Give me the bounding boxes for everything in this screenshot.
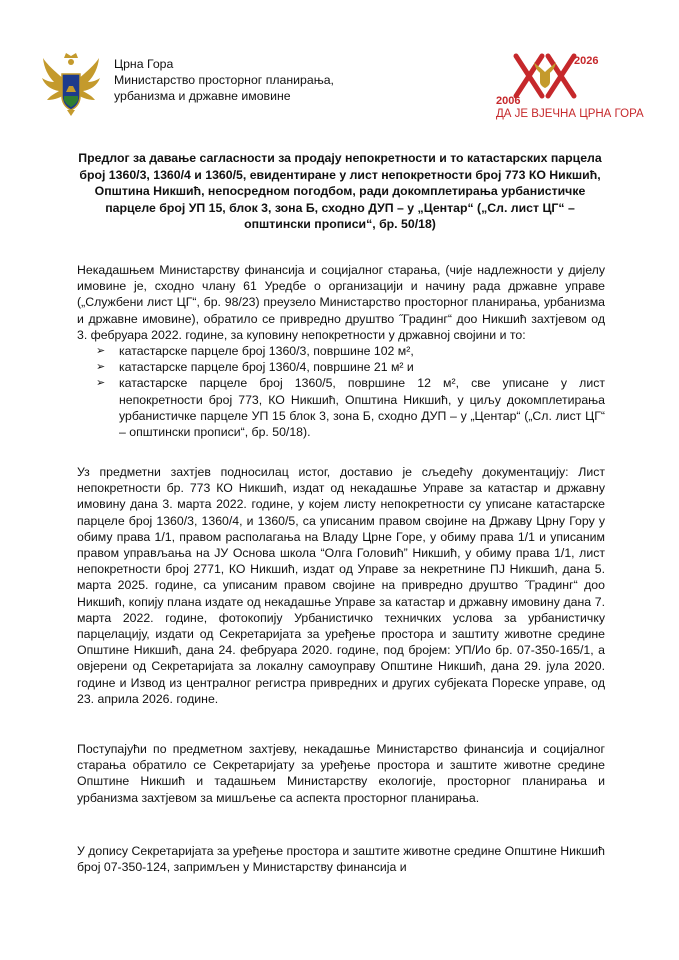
country-name: Црна Гора [114,57,174,71]
coat-of-arms-icon [40,52,102,118]
jubilee-year-end: 2026 [574,55,599,67]
ministry-line-1: Министарство просторног планирања, [114,73,334,87]
letterhead [40,50,644,120]
arrow-bullet-icon: ➢ [96,361,106,374]
jubilee-motto: ДА ЈЕ ВЈЕЧНА ЦРНА ГОРА [496,108,644,120]
jubilee-year-start: 2006 [496,95,521,107]
paragraph-letter: У допису Секретаријата за уређење простора и заштите животне средине Општине Никшић број 07-350-124, запримљен у Министарству финансија и [77,844,605,875]
list-item: ➢ катастарске парцеле број 1360/4, површине 21 м² и [96,360,414,375]
small-coat-icon [534,62,556,88]
list-item: ➢ катастарске парцеле број 1360/5, површине 12 м², све уписане у лист непокретности број 773, КО Никшић, Општина Никшић, у циљу докомплетирања урбанистичке парцеле УП 15 блок 3, зона Б, сходно ДУП – у „Центар“ („Сл. лист ЦГ“ – општински прописи“, бр. 50/18). [96,376,605,440]
paragraph-request-intro: Некадашњем Министарству финансија и социјалног старања, (чије надлежности у дијелу имовине је, сходно члану 61 Уредбе о организацији и начину рада државне управе („Службени лист ЦГ“, бр. 98/23) преузело Министарство просторног планирања, урбанизма и државне имовине), обратило се привредно друштво ˝Градинг“ доо Никшић захтјевом од 3. фебруара 2022. године, за куповину непокретности у државној својини и то: [77,263,605,342]
ministry-line-2: урбанизма и државне имовине [114,89,291,103]
ministry-name [114,56,334,104]
parcel-list [77,343,605,440]
paragraph-request [77,262,605,440]
arrow-bullet-icon: ➢ [96,345,106,358]
list-item: ➢ катастарске парцеле број 1360/3, површине 102 м², [96,344,414,359]
jubilee-logo [450,50,646,120]
paragraph-documentation: Уз предметни захтјев подносилац истог, доставио је сљедећу документацију: Лист непокретности бр. 773 КО Никшић, издат од некадашње Управе за катастар и државну имовину дана 3. марта 2022. године, у којем листу непокретности су уписане катастарске парцеле број 1360/3, 1360/4, и 1360/5, са уписаним правом својине на Државу Црну Гору у обиму права 1/1, правом располагања на Владу Црне Горе, у обиму права 1/1 и уписаним правом управљања на ЈУ Основа школа “Олга Головић” Никшић, у обиму права 1/1, лист непокретности број 2771, КО Никшић, издат од Управе за некретнине ПЈ Никшић, дана 5. марта 2025. године, са уписаним правом својине на привредно друштво ˝Градинг“ доо Никшић, копију плана издате од некадашње Управе за катастар и државну имовину дана 7. марта 2022. године, фотокопију Урбанистичко техничких услова за урбанистичку парцелацију, издати од Секретаријата за уређење простора и заштиту животне средине Општине Никшић, дана 24. фебруара 2020. године, под бројем: УП/Ио бр. 07-350-165/1, а овјерени од Секретаријата за локалну самоуправу Општине Никшић, дана 29. јула 2020. године и Извод из централног регистра привредних и других субјеката Пореске управе, од 23. априла 2026. године. [77,465,605,706]
document-title: Предлог за давање сагласности за продају непокретности и то катастарских парцела број 1360/3, 1360/4 и 1360/5, евидентиране у лист непокретности број 773 КО Никшић, Општина Никшић, непосредном погодбом, ради докомплетирања урбанистичке парцеле број УП 15, блок 3, зона Б, сходно ДУП – у „Центар“ („Сл. лист ЦГ“ – општински прописи“, бр. 50/18) [78,151,602,231]
arrow-bullet-icon: ➢ [96,377,106,390]
paragraph-procedure: Поступајући по предметном захтјеву, некадашње Министарство финансија и социјалног старања обратило се Секретаријату за уређење простора и заштите животне средине Општине Никшић и тадашњем Министарству екологије, просторног планирања и урбанизма захтјевом за мишљење са аспекта просторног планирања. [77,742,605,805]
